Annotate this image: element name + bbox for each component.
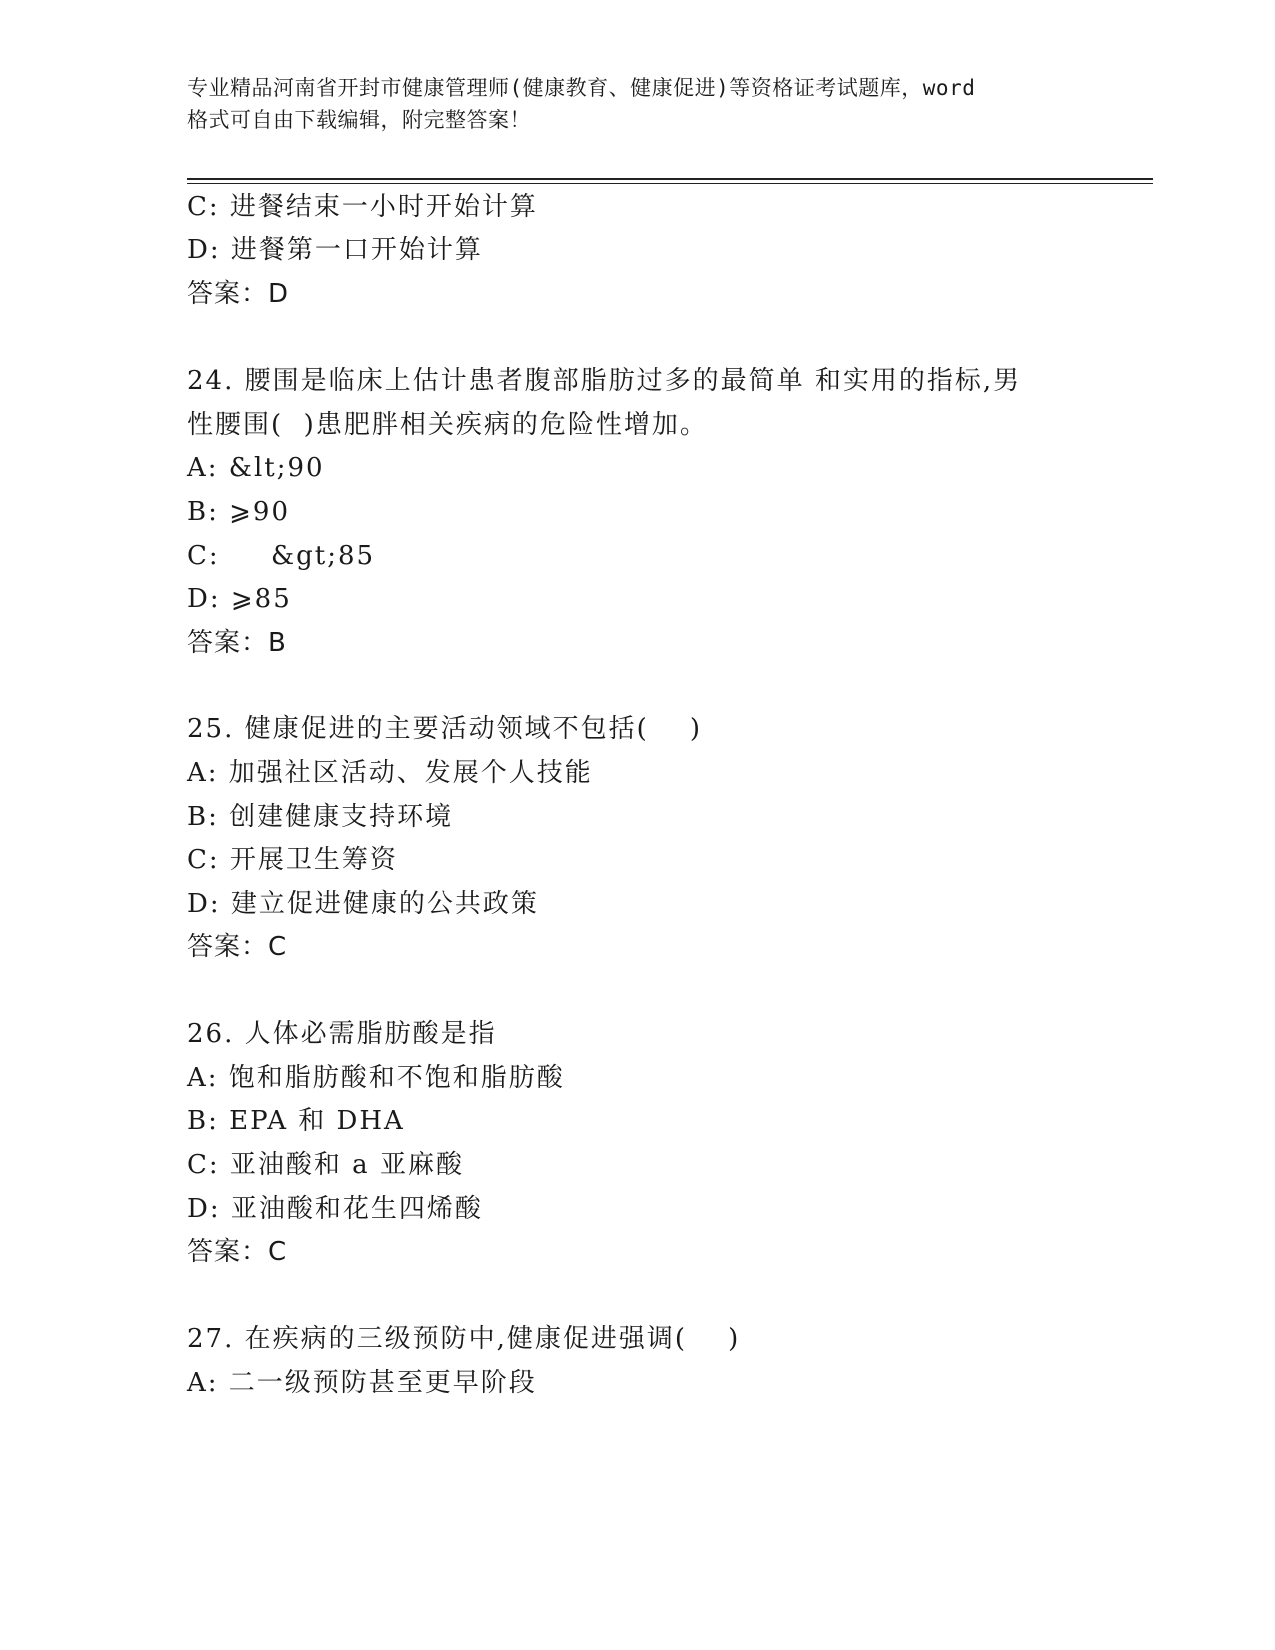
- q24-option-b: B: ⩾90: [187, 497, 290, 527]
- q24-option-d: D: ⩾85: [187, 584, 292, 614]
- q25-stem: 25. 健康促进的主要活动领域不包括( ): [187, 714, 702, 744]
- header-line-1: 专业精品河南省开封市健康管理师(健康教育、健康促进)等资格证考试题库，word: [187, 76, 976, 100]
- q25-option-d: D: 建立促进健康的公共政策: [187, 889, 539, 919]
- q24-option-a: A: &lt;90: [187, 453, 325, 483]
- q23-answer: 答案：D: [187, 279, 290, 309]
- q26-option-b: B: EPA 和 DHA: [187, 1106, 405, 1136]
- q25-option-c: C: 开展卫生筹资: [187, 845, 398, 875]
- q26-stem: 26. 人体必需脂肪酸是指: [187, 1019, 497, 1049]
- q23-option-d: D: 进餐第一口开始计算: [187, 235, 483, 265]
- q25-option-a: A: 加强社区活动、发展个人技能: [187, 758, 593, 788]
- q25-answer: 答案：C: [187, 932, 288, 962]
- q24-stem-line-1: 24. 腰围是临床上估计患者腹部脂肪过多的最简单 和实用的指标,男: [187, 366, 1022, 396]
- q24-option-c: C: &gt;85: [187, 541, 376, 571]
- q26-answer: 答案：C: [187, 1237, 288, 1267]
- q26-option-d: D: 亚油酸和花生四烯酸: [187, 1194, 483, 1224]
- q26-option-a: A: 饱和脂肪酸和不饱和脂肪酸: [187, 1063, 565, 1093]
- q23-option-c: C: 进餐结束一小时开始计算: [187, 192, 538, 222]
- q26-option-c: C: 亚油酸和 a 亚麻酸: [187, 1150, 464, 1180]
- header-divider-thin: [187, 183, 1153, 184]
- q24-stem-line-2: 性腰围( )患肥胖相关疾病的危险性增加。: [187, 410, 708, 440]
- header-line-2: 格式可自由下载编辑，附完整答案！: [187, 108, 531, 132]
- header-divider-thick: [187, 178, 1153, 180]
- document-header: [187, 72, 1087, 136]
- q25-option-b: B: 创建健康支持环境: [187, 802, 454, 832]
- q27-stem: 27. 在疾病的三级预防中,健康促进强调( ): [187, 1324, 741, 1354]
- q27-option-a: A: 二一级预防甚至更早阶段: [187, 1368, 537, 1398]
- q24-answer: 答案：B: [187, 628, 287, 658]
